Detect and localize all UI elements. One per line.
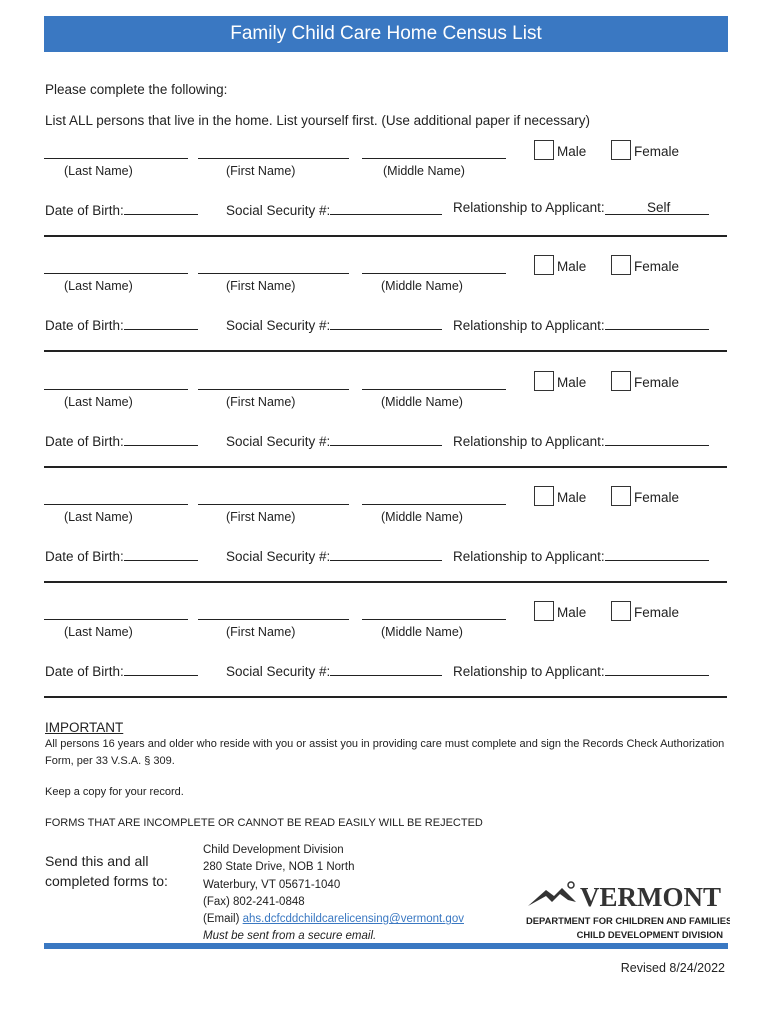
ssn-label: Social Security #: — [226, 318, 331, 333]
address-line-3: Waterbury, VT 05671-1040 — [203, 878, 341, 891]
first-name-input[interactable] — [198, 158, 349, 159]
dob-field — [45, 315, 198, 333]
relationship-label: Relationship to Applicant: — [453, 664, 605, 679]
dob-label: Date of Birth: — [45, 203, 124, 218]
important-section — [45, 719, 725, 832]
entry-divider — [44, 466, 727, 468]
female-checkbox[interactable] — [611, 486, 631, 506]
form-title-bar — [44, 16, 728, 52]
intro-line-1: Please complete the following: — [45, 82, 228, 97]
dob-label: Date of Birth: — [45, 434, 124, 449]
ssn-field — [226, 546, 442, 564]
dob-label: Date of Birth: — [45, 664, 124, 679]
intro-line-2: List ALL persons that live in the home. List yourself first. (Use additional paper if necessary) — [45, 113, 591, 128]
send-to-line-2: completed forms to: — [45, 873, 168, 889]
female-label: Female — [634, 144, 680, 159]
relationship-field — [453, 315, 709, 333]
send-to-label — [45, 851, 168, 891]
dob-label: Date of Birth: — [45, 549, 124, 564]
dob-input[interactable] — [124, 661, 198, 676]
email-prefix: (Email) — [203, 913, 243, 926]
relationship-input[interactable] — [605, 431, 709, 446]
male-label: Male — [557, 144, 587, 159]
relationship-label: Relationship to Applicant: — [453, 434, 605, 449]
person-entry — [0, 356, 770, 471]
send-to-line-1: Send this and all — [45, 853, 149, 869]
female-label: Female — [634, 490, 680, 505]
ssn-label: Social Security #: — [226, 434, 331, 449]
first-name-label: (First Name) — [226, 510, 296, 524]
female-checkbox[interactable] — [611, 140, 631, 160]
relationship-input[interactable] — [605, 661, 709, 676]
logo-department: DEPARTMENT FOR CHILDREN AND FAMILIES — [526, 915, 730, 926]
rejection-warning: FORMS THAT ARE INCOMPLETE OR CANNOT BE READ EASILY WILL BE REJECTED — [45, 817, 483, 829]
first-name-input[interactable] — [198, 504, 349, 505]
dob-field — [45, 546, 198, 564]
mountain-logo-icon — [520, 876, 730, 942]
middle-name-input[interactable] — [362, 619, 506, 620]
important-heading: IMPORTANT — [45, 720, 124, 735]
middle-name-label: (Middle Name) — [381, 279, 463, 293]
bottom-accent-bar — [44, 943, 728, 949]
relationship-field — [453, 431, 709, 449]
female-checkbox[interactable] — [611, 371, 631, 391]
entry-divider — [44, 235, 727, 237]
relationship-label: Relationship to Applicant: — [453, 200, 605, 215]
dob-field — [45, 431, 198, 449]
dob-input[interactable] — [124, 315, 198, 330]
form-title: Family Child Care Home Census List — [230, 23, 542, 44]
last-name-label: (Last Name) — [64, 395, 133, 409]
dob-field — [45, 661, 198, 679]
last-name-label: (Last Name) — [64, 279, 133, 293]
last-name-input[interactable] — [44, 619, 188, 620]
last-name-input[interactable] — [44, 389, 188, 390]
last-name-input[interactable] — [44, 158, 188, 159]
female-label: Female — [634, 259, 680, 274]
entry-divider — [44, 350, 727, 352]
middle-name-label: (Middle Name) — [381, 625, 463, 639]
address-line-2: 280 State Drive, NOB 1 North — [203, 861, 355, 874]
ssn-field — [226, 431, 442, 449]
relationship-field — [453, 546, 709, 564]
keep-copy-text: Keep a copy for your record. — [45, 786, 184, 798]
email-link[interactable]: ahs.dcfcddchildcarelicensing@vermont.gov — [242, 913, 464, 926]
male-label: Male — [557, 259, 587, 274]
male-checkbox[interactable] — [534, 486, 554, 506]
male-label: Male — [557, 490, 587, 505]
last-name-label: (Last Name) — [64, 625, 133, 639]
ssn-input[interactable] — [330, 315, 442, 330]
relationship-input[interactable]: Self — [605, 200, 709, 215]
address-line-1: Child Development Division — [203, 844, 344, 856]
relationship-input[interactable] — [605, 315, 709, 330]
ssn-input[interactable] — [330, 200, 442, 215]
first-name-label: (First Name) — [226, 164, 296, 178]
ssn-input[interactable] — [330, 431, 442, 446]
first-name-label: (First Name) — [226, 279, 296, 293]
first-name-input[interactable] — [198, 273, 349, 274]
important-text: All persons 16 years and older who reside with you or assist you in providing care must complete and sign the Records Check Authorization Form, per 33 V.S.A. § 309. — [45, 738, 725, 767]
email-line — [203, 911, 464, 928]
mailing-address — [203, 842, 464, 946]
last-name-input[interactable] — [44, 273, 188, 274]
entry-divider — [44, 696, 727, 698]
logo-division: CHILD DEVELOPMENT DIVISION — [576, 929, 723, 940]
person-entry — [0, 471, 770, 586]
male-label: Male — [557, 375, 587, 390]
relationship-input[interactable] — [605, 546, 709, 561]
ssn-input[interactable] — [330, 546, 442, 561]
fax-number: (Fax) 802-241-0848 — [203, 895, 305, 908]
last-name-label: (Last Name) — [64, 164, 133, 178]
dob-label: Date of Birth: — [45, 318, 124, 333]
dob-input[interactable] — [124, 431, 198, 446]
middle-name-label: (Middle Name) — [381, 395, 463, 409]
male-checkbox[interactable] — [534, 140, 554, 160]
middle-name-label: (Middle Name) — [383, 164, 465, 178]
female-label: Female — [634, 605, 680, 620]
ssn-field — [226, 661, 442, 679]
relationship-field — [453, 661, 709, 679]
middle-name-input[interactable] — [362, 504, 506, 505]
ssn-field — [226, 200, 442, 218]
dob-field — [45, 200, 198, 218]
middle-name-input[interactable] — [362, 158, 506, 159]
female-checkbox[interactable] — [611, 601, 631, 621]
relationship-label: Relationship to Applicant: — [453, 318, 605, 333]
person-entry — [0, 125, 770, 240]
female-checkbox[interactable] — [611, 255, 631, 275]
last-name-input[interactable] — [44, 504, 188, 505]
first-name-input[interactable] — [198, 389, 349, 390]
male-checkbox[interactable] — [534, 601, 554, 621]
middle-name-label: (Middle Name) — [381, 510, 463, 524]
revision-date: Revised 8/24/2022 — [620, 961, 725, 975]
relationship-field — [453, 200, 709, 215]
ssn-field — [226, 315, 442, 333]
male-checkbox[interactable] — [534, 255, 554, 275]
first-name-label: (First Name) — [226, 395, 296, 409]
ssn-label: Social Security #: — [226, 664, 331, 679]
ssn-label: Social Security #: — [226, 549, 331, 564]
relationship-label: Relationship to Applicant: — [453, 549, 605, 564]
person-entry — [0, 586, 770, 701]
dob-input[interactable] — [124, 546, 198, 561]
male-checkbox[interactable] — [534, 371, 554, 391]
logo-wordmark: VERMONT — [580, 882, 721, 912]
middle-name-input[interactable] — [362, 389, 506, 390]
ssn-label: Social Security #: — [226, 203, 331, 218]
dob-input[interactable] — [124, 200, 198, 215]
female-label: Female — [634, 375, 680, 390]
middle-name-input[interactable] — [362, 273, 506, 274]
person-entry — [0, 240, 770, 355]
male-label: Male — [557, 605, 587, 620]
ssn-input[interactable] — [330, 661, 442, 676]
first-name-input[interactable] — [198, 619, 349, 620]
last-name-label: (Last Name) — [64, 510, 133, 524]
entry-divider — [44, 581, 727, 583]
vermont-dcf-logo — [520, 876, 730, 942]
secure-email-note: Must be sent from a secure email. — [203, 930, 377, 943]
first-name-label: (First Name) — [226, 625, 296, 639]
